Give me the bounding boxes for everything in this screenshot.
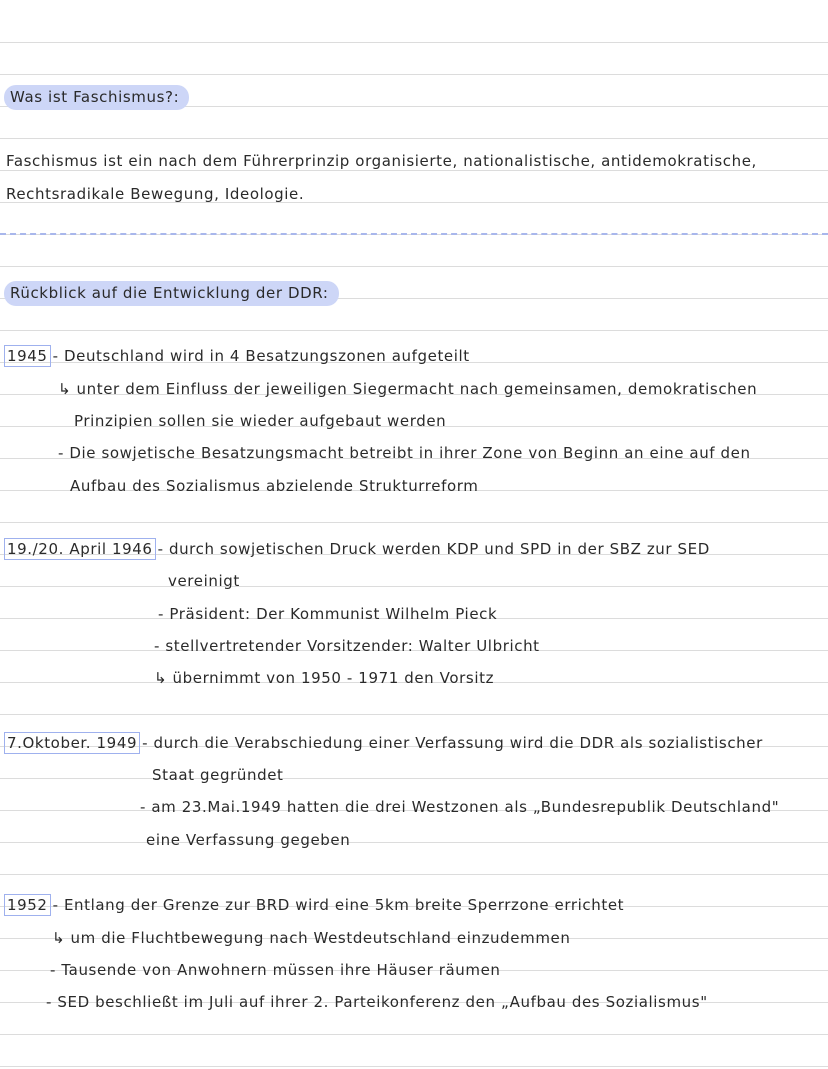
entry-1945-line-2: ↳ unter dem Einfluss der jeweiligen Siegermacht nach gemeinsamen, demokratischen xyxy=(58,380,758,398)
entry-1952-line-2: ↳ um die Fluchtbewegung nach Westdeutschland einzudemmen xyxy=(52,929,571,947)
date-box-1945: 1945 xyxy=(4,345,51,367)
entry-1945-line-1: 1945 - Deutschland wird in 4 Besatzungszonen aufgeteilt xyxy=(4,347,470,365)
entry-1946-line-2: vereinigt xyxy=(168,572,240,590)
entry-1946-line-4: - stellvertretender Vorsitzender: Walter Ulbricht xyxy=(154,637,540,655)
entry-1949-line-3: - am 23.Mai.1949 hatten die drei Westzonen als „Bundesrepublik Deutschland" xyxy=(140,798,780,816)
entry-1952-line-3: - Tausende von Anwohnern müssen ihre Häuser räumen xyxy=(50,961,501,979)
entry-1952-line-4: - SED beschließt im Juli auf ihrer 2. Parteikonferenz den „Aufbau des Sozialismus" xyxy=(46,993,708,1011)
section-divider xyxy=(0,233,828,235)
entry-1945-line-4: - Die sowjetische Besatzungsmacht betreibt in ihrer Zone von Beginn an eine auf den xyxy=(58,444,751,462)
definition-line-1: Faschismus ist ein nach dem Führerprinzip organisierte, nationalistische, antidemokratische, xyxy=(6,152,757,170)
date-box-1949: 7.Oktober. 1949 xyxy=(4,732,140,754)
date-box-1946: 19./20. April 1946 xyxy=(4,538,156,560)
entry-1952-line-1: 1952 - Entlang der Grenze zur BRD wird eine 5km breite Sperrzone errichtet xyxy=(4,896,624,914)
entry-1945-line-3: Prinzipien sollen sie wieder aufgebaut werden xyxy=(74,412,447,430)
entry-1946-line-3: - Präsident: Der Kommunist Wilhelm Pieck xyxy=(158,605,498,623)
entry-1945-line-5: Aufbau des Sozialismus abzielende Strukturreform xyxy=(70,477,479,495)
entry-1949-line-4: eine Verfassung gegeben xyxy=(146,831,351,849)
entry-1946-line-5: ↳ übernimmt von 1950 - 1971 den Vorsitz xyxy=(154,669,495,687)
definition-line-2: Rechtsradikale Bewegung, Ideologie. xyxy=(6,185,305,203)
entry-1949-line-1: 7.Oktober. 1949 - durch die Verabschiedung einer Verfassung wird die DDR als sozialistischer xyxy=(4,734,763,752)
ddr-heading: Rückblick auf die Entwicklung der DDR: xyxy=(4,284,339,302)
faschismus-heading: Was ist Faschismus?: xyxy=(4,88,189,106)
entry-1946-line-1: 19./20. April 1946 - durch sowjetischen Druck werden KDP und SPD in der SBZ zur SED xyxy=(4,540,710,558)
date-box-1952: 1952 xyxy=(4,894,51,916)
entry-1949-line-2: Staat gegründet xyxy=(152,766,284,784)
